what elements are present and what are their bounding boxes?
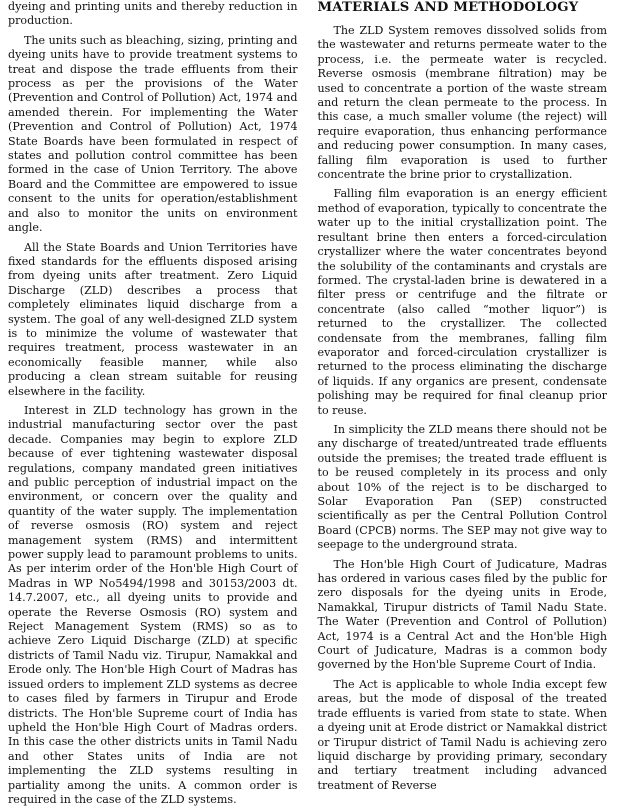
paragraph-zld-definition: All the State Boards and Union Territories have fixed standards for the effluents disposed arising from dyeing units after treatment. Zero Liquid Discharge (ZLD) describes a process that completely eliminates liquid discharge from a system. The goal of any well-designed ZLD system is to minimize the volume of wastewater that requires treatment, process wastewater in an economically feasible manner, while also producing a clean stream suitable for reusing elsewhere in the facility. [8, 240, 298, 398]
right-column [317, 0, 608, 792]
paragraph-high-court: The Hon'ble High Court of Judicature, Madras has ordered in various cases filed by the public for zero disposals for the dyeing units in Erode, Namakkal, Tirupur districts of Tamil Nadu State. The Water (Prevention and Control of Pollution) Act, 1974 is a Central Act and the Hon'ble High Court of Judicature, Madras is a common body governed by the Hon'ble Supreme Court of India. [317, 557, 607, 672]
paragraph-zld-simplicity: In simplicity the ZLD means there should not be any discharge of treated/untreated trade effluents outside the premises; the treated trade effluent is to be reused completely in its process and only about 10% of the reject is to be discharged to Solar Evaporation Pan (SEP) constructed scientifically as per the Central Pollution Control Board (CPCB) norms. The SEP may not give way to seepage to the underground strata. [317, 422, 607, 552]
paragraph-zld-interest: Interest in ZLD technology has grown in the industrial manufacturing sector over the past decade. Companies may begin to explore ZLD because of ever tightening wastewater disposal regulations, company mandated green initiatives and public perception of industrial impact on the environment, or concern over the quality and quantity of the water supply. The implementation of reverse osmosis (RO) system and reject management system (RMS) and intermittent power supply lead to paramount problems to units. As per interim order of the Hon'ble High Court of Madras in WP No5494/1998 and 30153/2003 dt. 14.7.2007, etc., all dyeing units to provide and operate the Reverse Osmosis (RO) system and Reject Management System (RMS) so as to achieve Zero Liquid Discharge (ZLD) at specific districts of Tamil Nadu viz. Tirupur, Namakkal and Erode only. The Hon'ble High Court of Madras has issued orders to implement ZLD systems as decree to cases filed by farmers in Tirupur and Erode districts. The Hon'ble Supreme court of India has upheld the Hon'ble High Court of Madras orders. In this case the other districts units in Tamil Nadu and other States units of India are not implementing the ZLD systems resulting in partiality among the units. A common order is required in the case of the ZLD systems. [8, 403, 298, 806]
paragraph-act-applicable: The Act is applicable to whole India except few areas, but the mode of disposal of the treated trade effluents is varied from state to state. When a dyeing unit at Erode district or Namakkal district or Tirupur district of Tamil Nadu is achieving zero liquid discharge by providing primary, secondary and tertiary treatment including advanced treatment of Reverse [317, 677, 607, 792]
paragraph-falling-film: Falling film evaporation is an energy efficient method of evaporation, typically to concentrate the water up to the initial crystallization point. The resultant brine then enters a forced-circulation crystallizer where the water concentrates beyond the solubility of the contaminants and crystals are formed. The crystal-laden brine is dewatered in a filter press or centrifuge and the filtrate or concentrate (also called “mother liquor”) is returned to the crystallizer. The collected condensate from the membranes, falling film evaporator and forced-circulation crystallizer is returned to the process eliminating the discharge of liquids. If any organics are present, condensate polishing may be required for final cleanup prior to reuse. [317, 187, 607, 417]
paragraph-continued: dyeing and printing units and thereby reduction in production. [8, 0, 298, 28]
section-heading: MATERIALS AND METHODOLOGY [317, 0, 579, 15]
paragraph-treatment-systems: The units such as bleaching, sizing, printing and dyeing units have to provide treatment systems to treat and dispose the trade effluents from their process as per the provisions of the Water (Prevention and Control of Pollution) Act, 1974 and amended therein. For implementing the Water (Prevention and Control of Pollution) Act, 1974 State Boards have been formulated in respect of states and pollution control committee has been formed in the case of Union Territory. The above Board and the Committee are empowered to issue consent to the units for operation/establishment and also to monitor the units on environment angle. [8, 33, 298, 235]
left-column [8, 0, 298, 806]
paragraph-zld-system: The ZLD System removes dissolved solids from the wastewater and returns permeate water to the process, i.e. the permeate water is recycled. Reverse osmosis (membrane filtration) may be used to concentrate a portion of the waste stream and return the clean permeate to the process. In this case, a much smaller volume (the reject) will require evaporation, thus enhancing performance and reducing power consumption. In many cases, falling film evaporation is used to further concentrate the brine prior to crystallization. [317, 24, 607, 182]
